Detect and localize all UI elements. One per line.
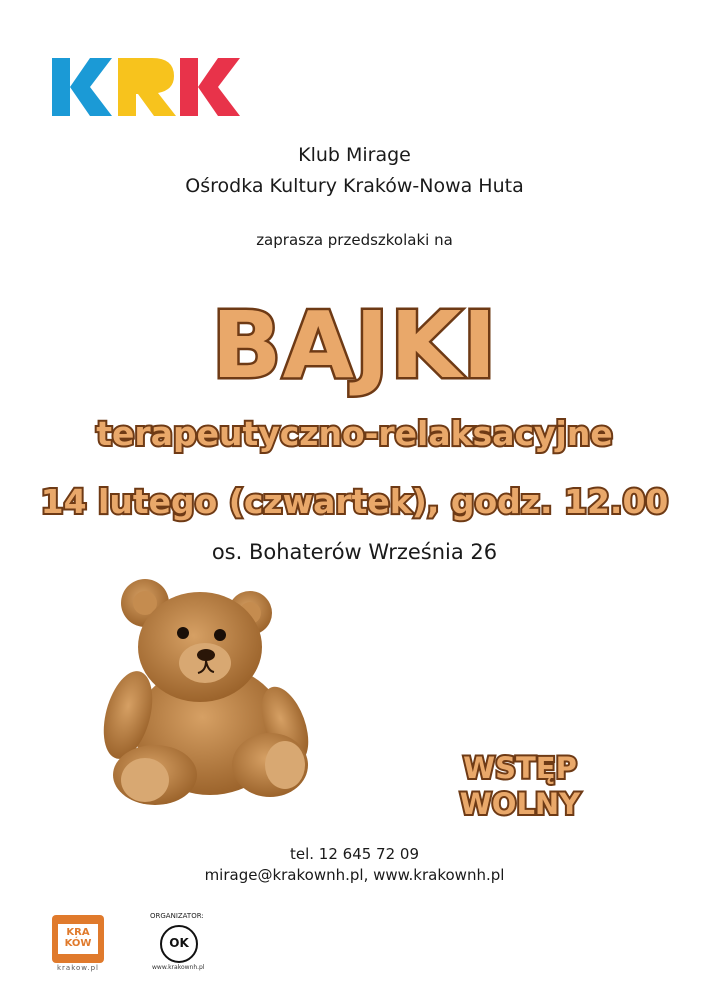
krakow-logo-text-top: KRA: [66, 927, 90, 938]
contact-email-website: mirage@krakownh.pl, www.krakownh.pl: [204, 866, 505, 884]
logo-letter-r: [118, 58, 176, 116]
free-admission: WSTĘP WOLNY: [459, 751, 581, 821]
krk-logo: [52, 58, 240, 118]
contact-phone: tel. 12 645 72 09: [289, 845, 419, 863]
krakow-logo-caption: krakow.pl: [56, 964, 99, 972]
venue-organization: Ośrodka Kultury Kraków-Nowa Huta: [185, 175, 524, 197]
event-datetime: 14 lutego (czwartek), godz. 12.00: [40, 482, 669, 521]
krakow-logo: [52, 915, 104, 963]
event-subtitle: terapeutyczno-relaksacyjne: [96, 414, 613, 453]
organizer-label: ORGANIZATOR:: [150, 912, 204, 920]
organizer-logo-mark: OK: [169, 936, 189, 950]
teddy-bear-image: [100, 575, 315, 810]
logo-letter-k2: [180, 58, 240, 116]
invitation-text: zaprasza przedszkolaki na: [256, 231, 453, 249]
venue-name: Klub Mirage: [298, 144, 411, 166]
organizer-url: www.krakownh.pl: [152, 964, 205, 971]
event-title: BAJKI: [211, 292, 498, 399]
event-address: os. Bohaterów Września 26: [211, 540, 498, 564]
logo-letter-k1: [52, 58, 112, 116]
krakow-logo-text-bottom: KÓW: [64, 938, 92, 949]
organizer-logo: [160, 925, 198, 963]
